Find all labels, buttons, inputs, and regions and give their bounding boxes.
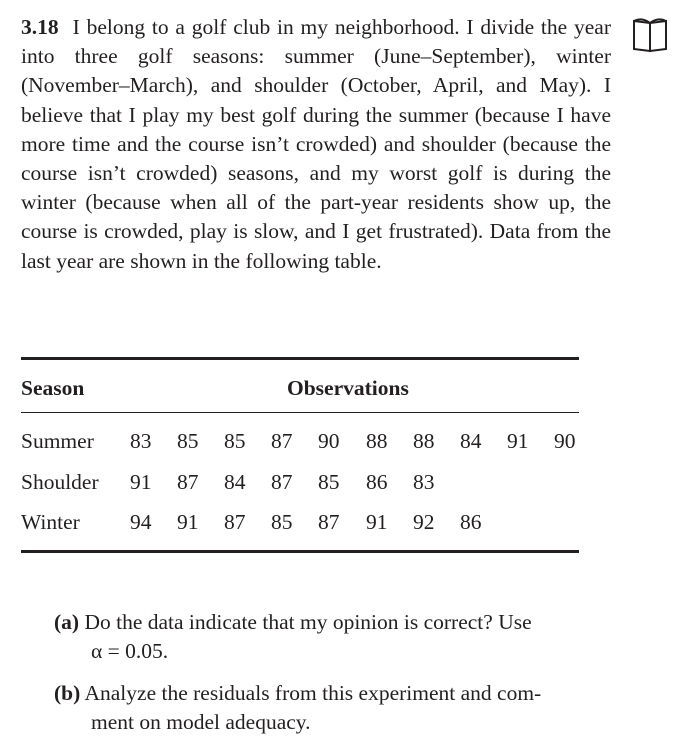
part-b [54, 679, 610, 737]
part-b-text: Analyze the residuals from this experiment and com- [84, 681, 542, 705]
problem-text: I belong to a golf club in my neighborhood. I divide the year into three golf seasons: summer (June–September), winter (November–March), and shoulder (October, April, and May). I believe that I play my best golf during the summer (because I have more time and the course isn’t crowded) and shoulder (because the course isn’t crowded) seasons, and my worst golf is during the winter (because when all of the part-year residents show up, the course is crowded, play is slow, and I get frustrated). Data from the last year are shown in the following table. [21, 15, 611, 273]
part-b-text-continued: ment on model adequacy. [91, 710, 311, 735]
table-top-rule [21, 357, 579, 360]
part-a [54, 608, 610, 666]
cell: 91 [366, 510, 388, 534]
cell: 83 [413, 470, 435, 494]
cell: 85 [271, 510, 293, 534]
part-a-text-continued: α = 0.05. [91, 639, 169, 664]
cell: 90 [554, 429, 576, 453]
cell: 87 [318, 510, 340, 534]
part-b-label: (b) [54, 681, 81, 705]
cell: 91 [177, 510, 199, 534]
part-a-label: (a) [54, 610, 80, 634]
problem-statement [21, 13, 611, 276]
cell: 87 [271, 429, 293, 453]
book-icon [632, 13, 670, 53]
cell: 94 [130, 510, 152, 534]
row-label-summer: Summer [21, 429, 94, 453]
cell: 90 [318, 429, 340, 453]
cell: 85 [177, 429, 199, 453]
cell: 83 [130, 429, 152, 453]
cell: 88 [366, 429, 388, 453]
cell: 87 [177, 470, 199, 494]
cell: 91 [130, 470, 152, 494]
cell: 85 [224, 429, 246, 453]
row-label-shoulder: Shoulder [21, 470, 99, 494]
table-bottom-rule [21, 550, 579, 553]
cell: 86 [366, 470, 388, 494]
header-season: Season [21, 376, 85, 400]
cell: 88 [413, 429, 435, 453]
row-label-winter: Winter [21, 510, 80, 534]
cell: 87 [271, 470, 293, 494]
header-observations: Observations [287, 376, 409, 400]
cell: 84 [460, 429, 482, 453]
cell: 85 [318, 470, 340, 494]
cell: 86 [460, 510, 482, 534]
table-header-rule [21, 412, 579, 413]
problem-number: 3.18 [21, 15, 59, 39]
cell: 91 [507, 429, 529, 453]
cell: 84 [224, 470, 246, 494]
part-a-text: Do the data indicate that my opinion is correct? Use [84, 610, 532, 634]
cell: 87 [224, 510, 246, 534]
cell: 92 [413, 510, 435, 534]
